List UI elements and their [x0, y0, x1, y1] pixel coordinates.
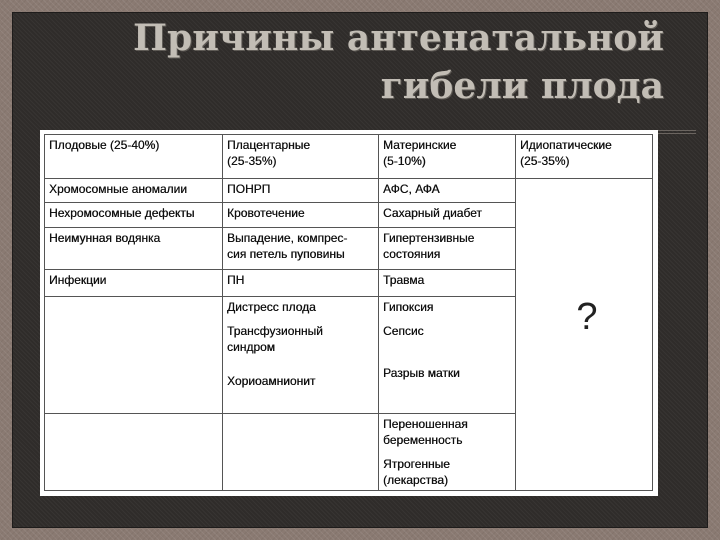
- cell-line: Гипоксия: [383, 300, 434, 314]
- header-placental-percent: (25-35%): [227, 154, 277, 168]
- cell-spacer: [383, 339, 511, 357]
- cell-line: Гипертензивные: [383, 231, 475, 245]
- title-line-2: гибели плода: [380, 65, 664, 107]
- header-placental: [223, 135, 379, 179]
- cell-maternal: [379, 414, 516, 491]
- cell-spacer: [383, 448, 511, 456]
- cell-line: беременность: [383, 433, 463, 447]
- cell-fetal: Инфекции: [45, 270, 223, 297]
- cell-maternal: АФС, АФА: [379, 179, 516, 203]
- header-fetal: [45, 135, 223, 179]
- cell-placental: [223, 228, 379, 270]
- header-maternal-percent: (5-10%): [383, 154, 426, 168]
- cell-line: Трансфузионный: [227, 324, 323, 338]
- cell-fetal: Нехромосомные дефекты: [45, 203, 223, 228]
- cell-spacer: [383, 357, 511, 365]
- causes-table: [44, 134, 653, 491]
- cell-line: Выпадение, компрес-: [227, 231, 348, 245]
- cell-line: Ятрогенные: [383, 457, 450, 471]
- cell-line: Переношенная: [383, 417, 468, 431]
- table-header-row: [45, 135, 653, 179]
- cell-placental: ПОНРП: [223, 179, 379, 203]
- header-idiopathic-label: Идиопатические: [520, 138, 612, 152]
- cell-line: Дистресс плода: [227, 300, 316, 314]
- cell-fetal: [45, 414, 223, 491]
- cell-maternal: Травма: [379, 270, 516, 297]
- header-idiopathic: [516, 135, 653, 179]
- cell-fetal: Неимунная водянка: [45, 228, 223, 270]
- header-maternal-label: Материнские: [383, 138, 457, 152]
- cell-fetal: [45, 297, 223, 414]
- cell-line: сия петель пуповины: [227, 247, 345, 261]
- title-line-1: Причины антенатальной: [133, 17, 664, 59]
- cell-line: Разрыв матки: [383, 366, 460, 380]
- header-idiopathic-percent: (25-35%): [520, 154, 570, 168]
- cell-idiopathic: [516, 179, 653, 491]
- cell-maternal: Сахарный диабет: [379, 203, 516, 228]
- cell-placental: Кровотечение: [223, 203, 379, 228]
- cell-maternal: [379, 297, 516, 414]
- table-row: [45, 179, 653, 203]
- cell-maternal: [379, 228, 516, 270]
- cell-placental: [223, 297, 379, 414]
- header-placental-label: Плацентарные: [227, 138, 310, 152]
- cell-line: (лекарства): [383, 473, 448, 487]
- cell-fetal: Хромосомные аномалии: [45, 179, 223, 203]
- question-mark: ?: [576, 296, 598, 338]
- cell-placental: ПН: [223, 270, 379, 297]
- cell-placental: [223, 414, 379, 491]
- cell-spacer: [383, 315, 511, 323]
- slide-title: [104, 14, 664, 110]
- cell-spacer: [227, 315, 374, 323]
- table-sheet: [40, 130, 658, 496]
- cell-line: синдром: [227, 340, 275, 354]
- cell-spacer: [227, 355, 374, 373]
- header-maternal: [379, 135, 516, 179]
- cell-line: состояния: [383, 247, 441, 261]
- header-fetal-label: Плодовые (25-40%): [49, 138, 160, 152]
- cell-line: Хориоамнионит: [227, 374, 316, 388]
- cell-line: Сепсис: [383, 324, 424, 338]
